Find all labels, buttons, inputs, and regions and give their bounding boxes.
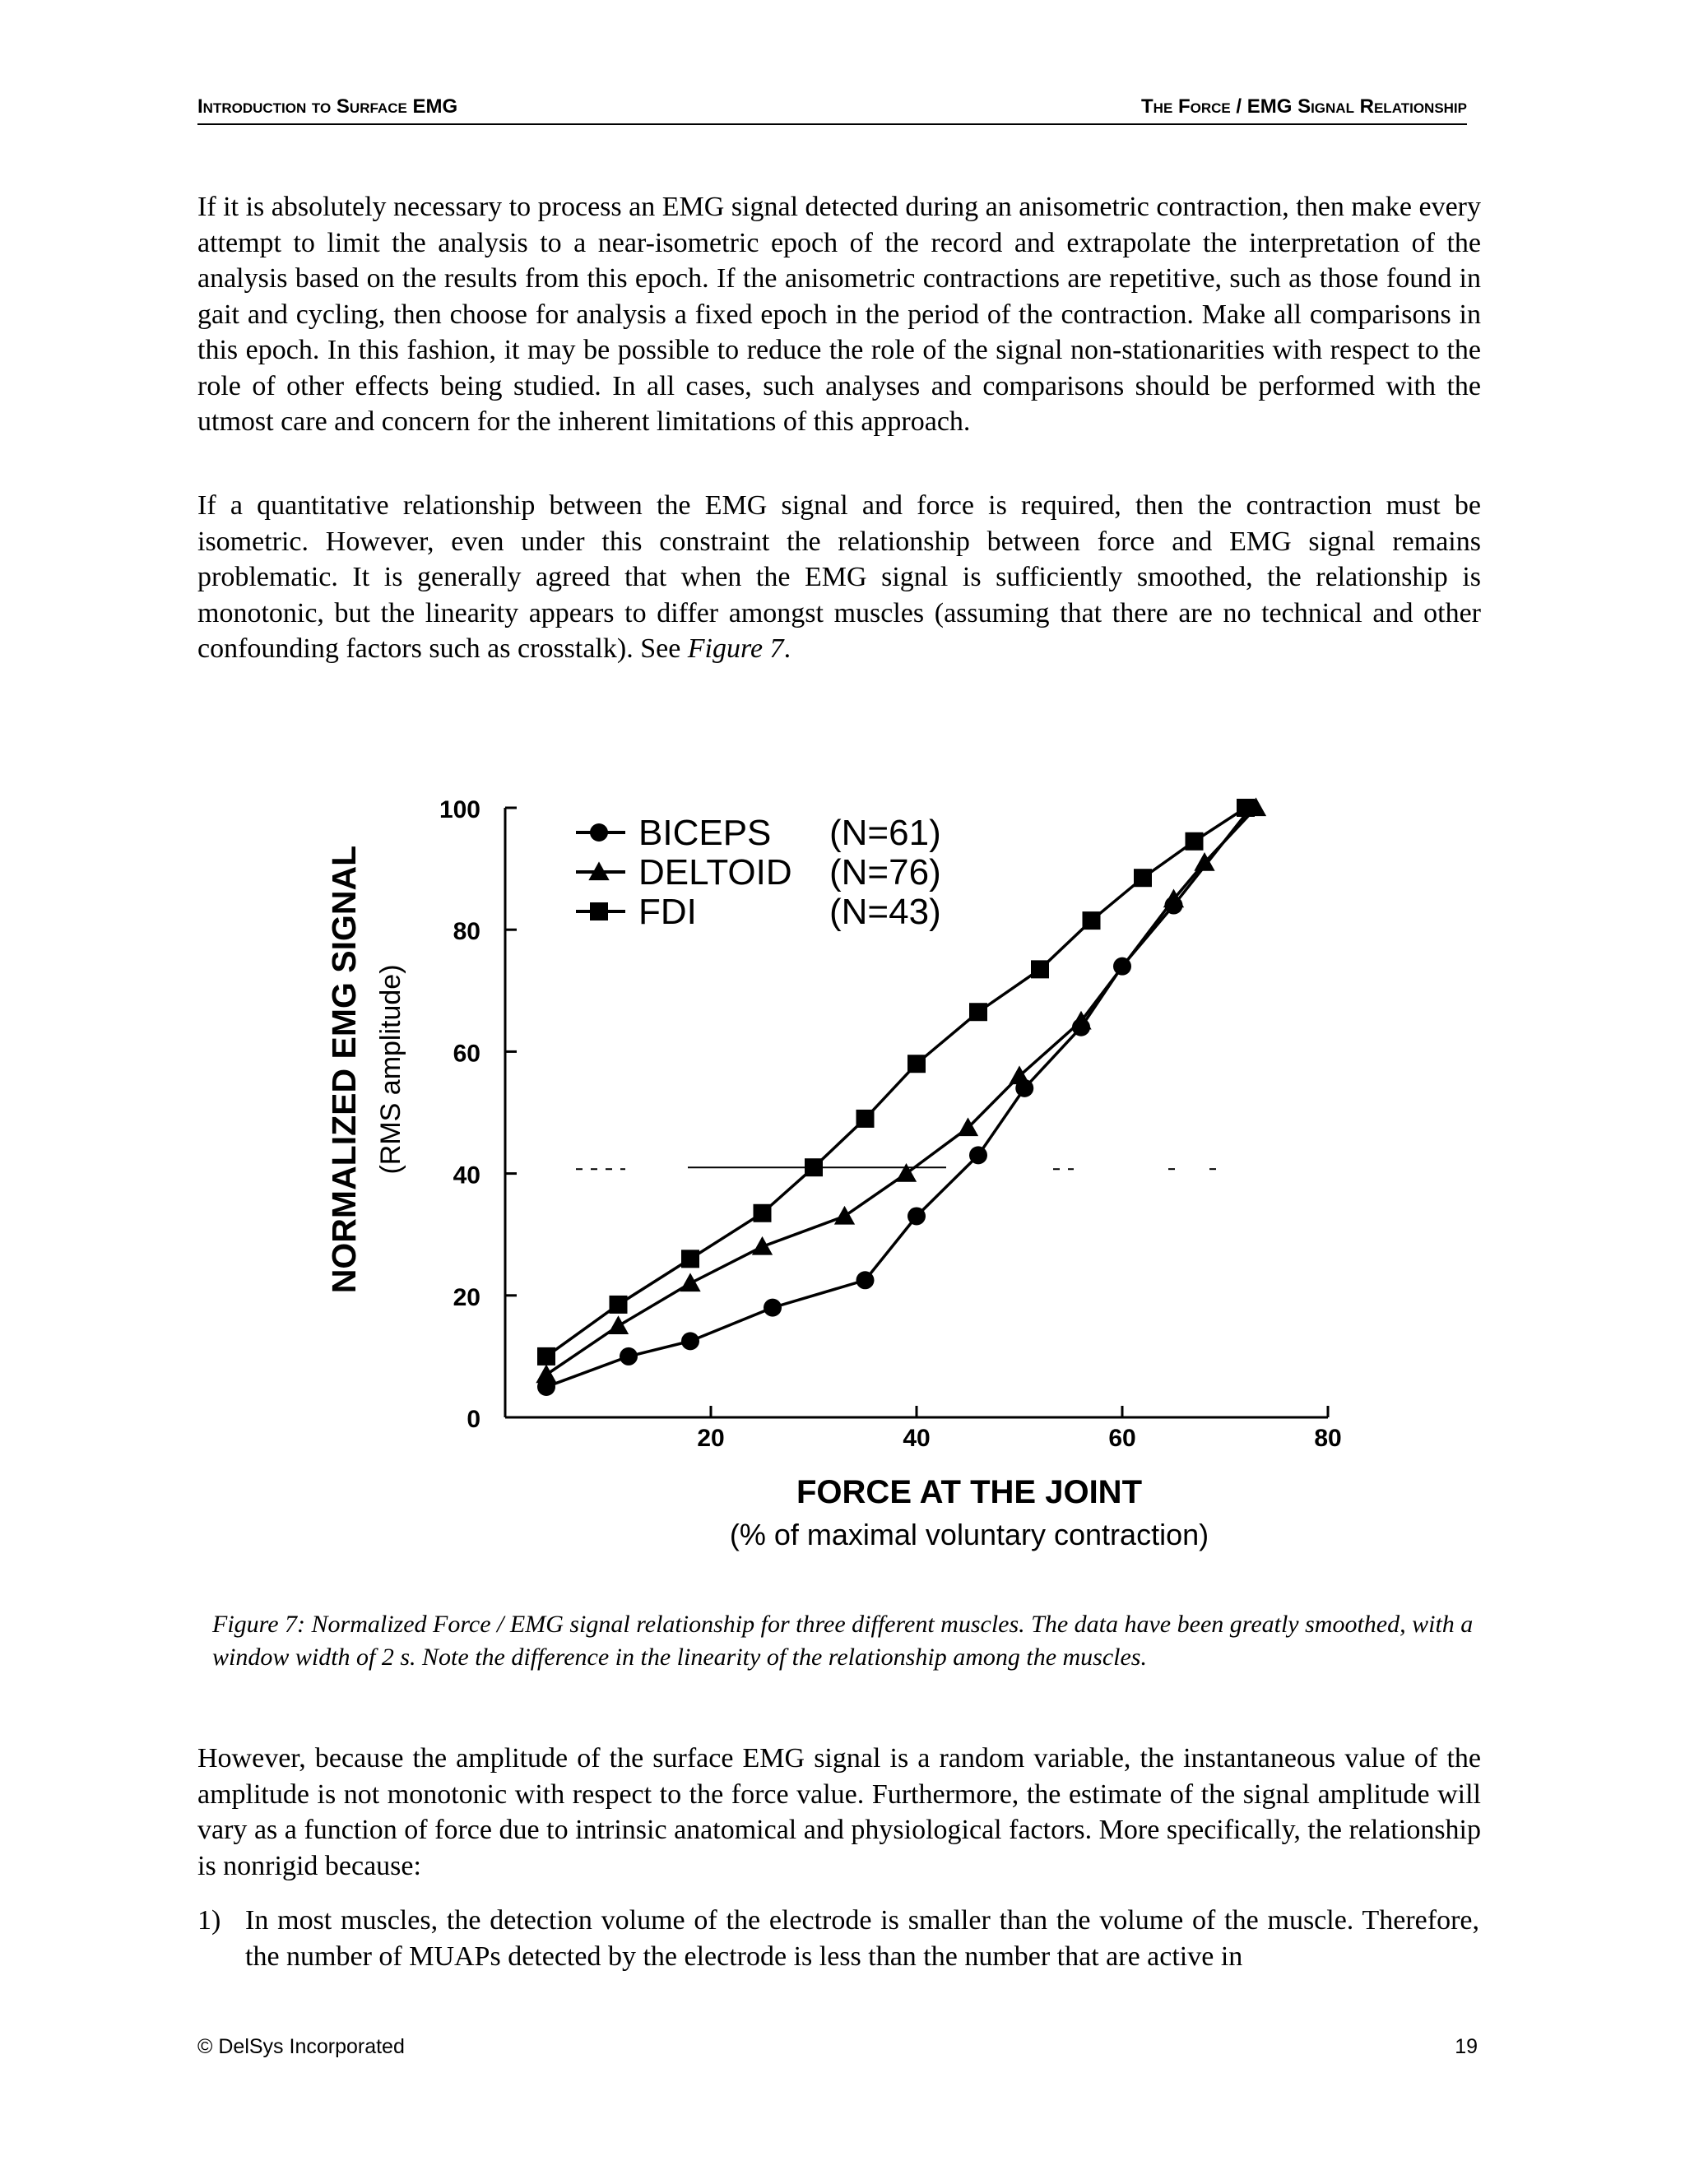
- legend-item-fdi: [576, 892, 941, 932]
- page-number: 19: [1455, 2035, 1478, 2058]
- chart-legend: [576, 813, 941, 932]
- legend-n-label: (N=76): [829, 852, 941, 893]
- x-axis-title: FORCE AT THE JOINT: [796, 1474, 1142, 1510]
- data-point-fdi: [537, 1347, 555, 1366]
- data-point-deltoid: [834, 1206, 855, 1225]
- legend-marker: [590, 902, 608, 920]
- data-point-fdi: [754, 1204, 772, 1222]
- data-point-biceps: [681, 1332, 699, 1350]
- y-axis-subtitle: (RMS amplitude): [375, 964, 406, 1175]
- footer-copyright: © DelSys Incorporated: [197, 2035, 405, 2058]
- y-tick-label: 60: [453, 1040, 480, 1068]
- y-tick-label: 80: [453, 918, 480, 946]
- list-item-number: 1): [197, 1905, 221, 1936]
- x-tick-label: 20: [697, 1425, 725, 1452]
- legend-n-label: (N=61): [829, 813, 941, 853]
- data-point-fdi: [1031, 960, 1049, 978]
- header-left-title: Introduction to Surface EMG: [197, 95, 458, 118]
- y-tick-label: 100: [439, 796, 480, 823]
- data-point-fdi: [681, 1250, 699, 1268]
- y-axis-title: NORMALIZED EMG SIGNAL: [325, 845, 363, 1294]
- data-point-biceps: [907, 1207, 926, 1225]
- data-point-fdi: [969, 1003, 987, 1021]
- data-point-deltoid: [680, 1273, 700, 1291]
- page-footer: [197, 2035, 1478, 2063]
- legend-label: FDI: [638, 892, 697, 932]
- data-point-deltoid: [752, 1236, 773, 1255]
- data-point-fdi: [1134, 869, 1152, 887]
- paragraph-2-end: .: [783, 633, 791, 664]
- x-tick-label: 80: [1314, 1425, 1342, 1452]
- y-tick-label: 40: [453, 1162, 480, 1189]
- data-point-fdi: [1083, 911, 1101, 930]
- header-right-title: The Force / EMG Signal Relationship: [1141, 95, 1467, 118]
- data-point-biceps: [969, 1146, 987, 1164]
- x-tick-label: 40: [903, 1425, 931, 1452]
- data-point-fdi: [856, 1110, 875, 1128]
- legend-n-label: (N=43): [829, 892, 941, 932]
- legend-marker: [590, 823, 608, 842]
- data-point-biceps: [764, 1299, 782, 1317]
- y-tick-label: 20: [453, 1283, 480, 1311]
- data-point-fdi: [1237, 799, 1255, 817]
- y-tick-label: 0: [467, 1406, 480, 1433]
- legend-label: BICEPS: [638, 813, 772, 853]
- data-point-deltoid: [536, 1364, 556, 1383]
- data-point-fdi: [1186, 832, 1204, 851]
- data-point-deltoid: [608, 1315, 629, 1334]
- list-item-text: In most muscles, the detection volume of the electrode is smaller than the volume of the muscle. Therefore, the number of MUAPs detected by the electrode is less than the number that are active in: [245, 1905, 1479, 1972]
- figure-caption: Figure 7: Normalized Force / EMG signal relationship for three different muscles. The data have been greatly smoothed, with a window width of 2 s. Note the difference in the linearity of the relationship among the muscles.: [212, 1611, 1474, 1671]
- x-tick-label: 60: [1108, 1425, 1136, 1452]
- figure-reference-link: Figure 7: [687, 633, 784, 664]
- paragraph-3: However, because the amplitude of the surface EMG signal is a random variable, the instantaneous value of the amplitude is not monotonic with respect to the force value. Furthermore, the estimate of the signal amplitude will vary as a function of force due to intrinsic anatomical and physiological factors. More specifically, the relationship is nonrigid because:: [197, 1743, 1481, 1881]
- legend-label: DELTOID: [638, 852, 792, 893]
- legend-item-deltoid: [576, 852, 941, 893]
- paragraph-2-text: If a quantitative relationship between the EMG signal and force is required, then the contraction must be isometric. However, even under this constraint the relationship between force and EMG signal remains problematic. It is generally agreed that when the EMG signal is sufficiently smoothed, the relationship is monotonic, but the linearity appears to differ amongst muscles (assuming that there are no technical and other confounding factors such as crosstalk). See: [197, 490, 1481, 664]
- paragraph-1: If it is absolutely necessary to process an EMG signal detected during an anisometric contraction, then make every attempt to limit the analysis to a near-isometric epoch of the record and extrapolate the interpretation of the analysis based on the results from this epoch. If the anisometric contractions are repetitive, such as those found in gait and cycling, then choose for analysis a fixed epoch in the period of the contraction. Make all comparisons in this epoch. In this fashion, it may be possible to reduce the role of the signal non-stationarities with respect to the role of other effects being studied. In all cases, such analyses and comparisons should be performed with the utmost care and concern for the inherent limitations of this approach.: [197, 192, 1481, 437]
- data-point-fdi: [907, 1055, 926, 1073]
- data-point-deltoid: [896, 1163, 917, 1182]
- legend-item-biceps: [576, 813, 941, 853]
- data-point-fdi: [805, 1158, 823, 1176]
- x-axis-subtitle: (% of maximal voluntary contraction): [729, 1518, 1209, 1551]
- data-point-biceps: [856, 1271, 875, 1289]
- data-point-fdi: [610, 1296, 628, 1314]
- data-point-biceps: [620, 1347, 638, 1366]
